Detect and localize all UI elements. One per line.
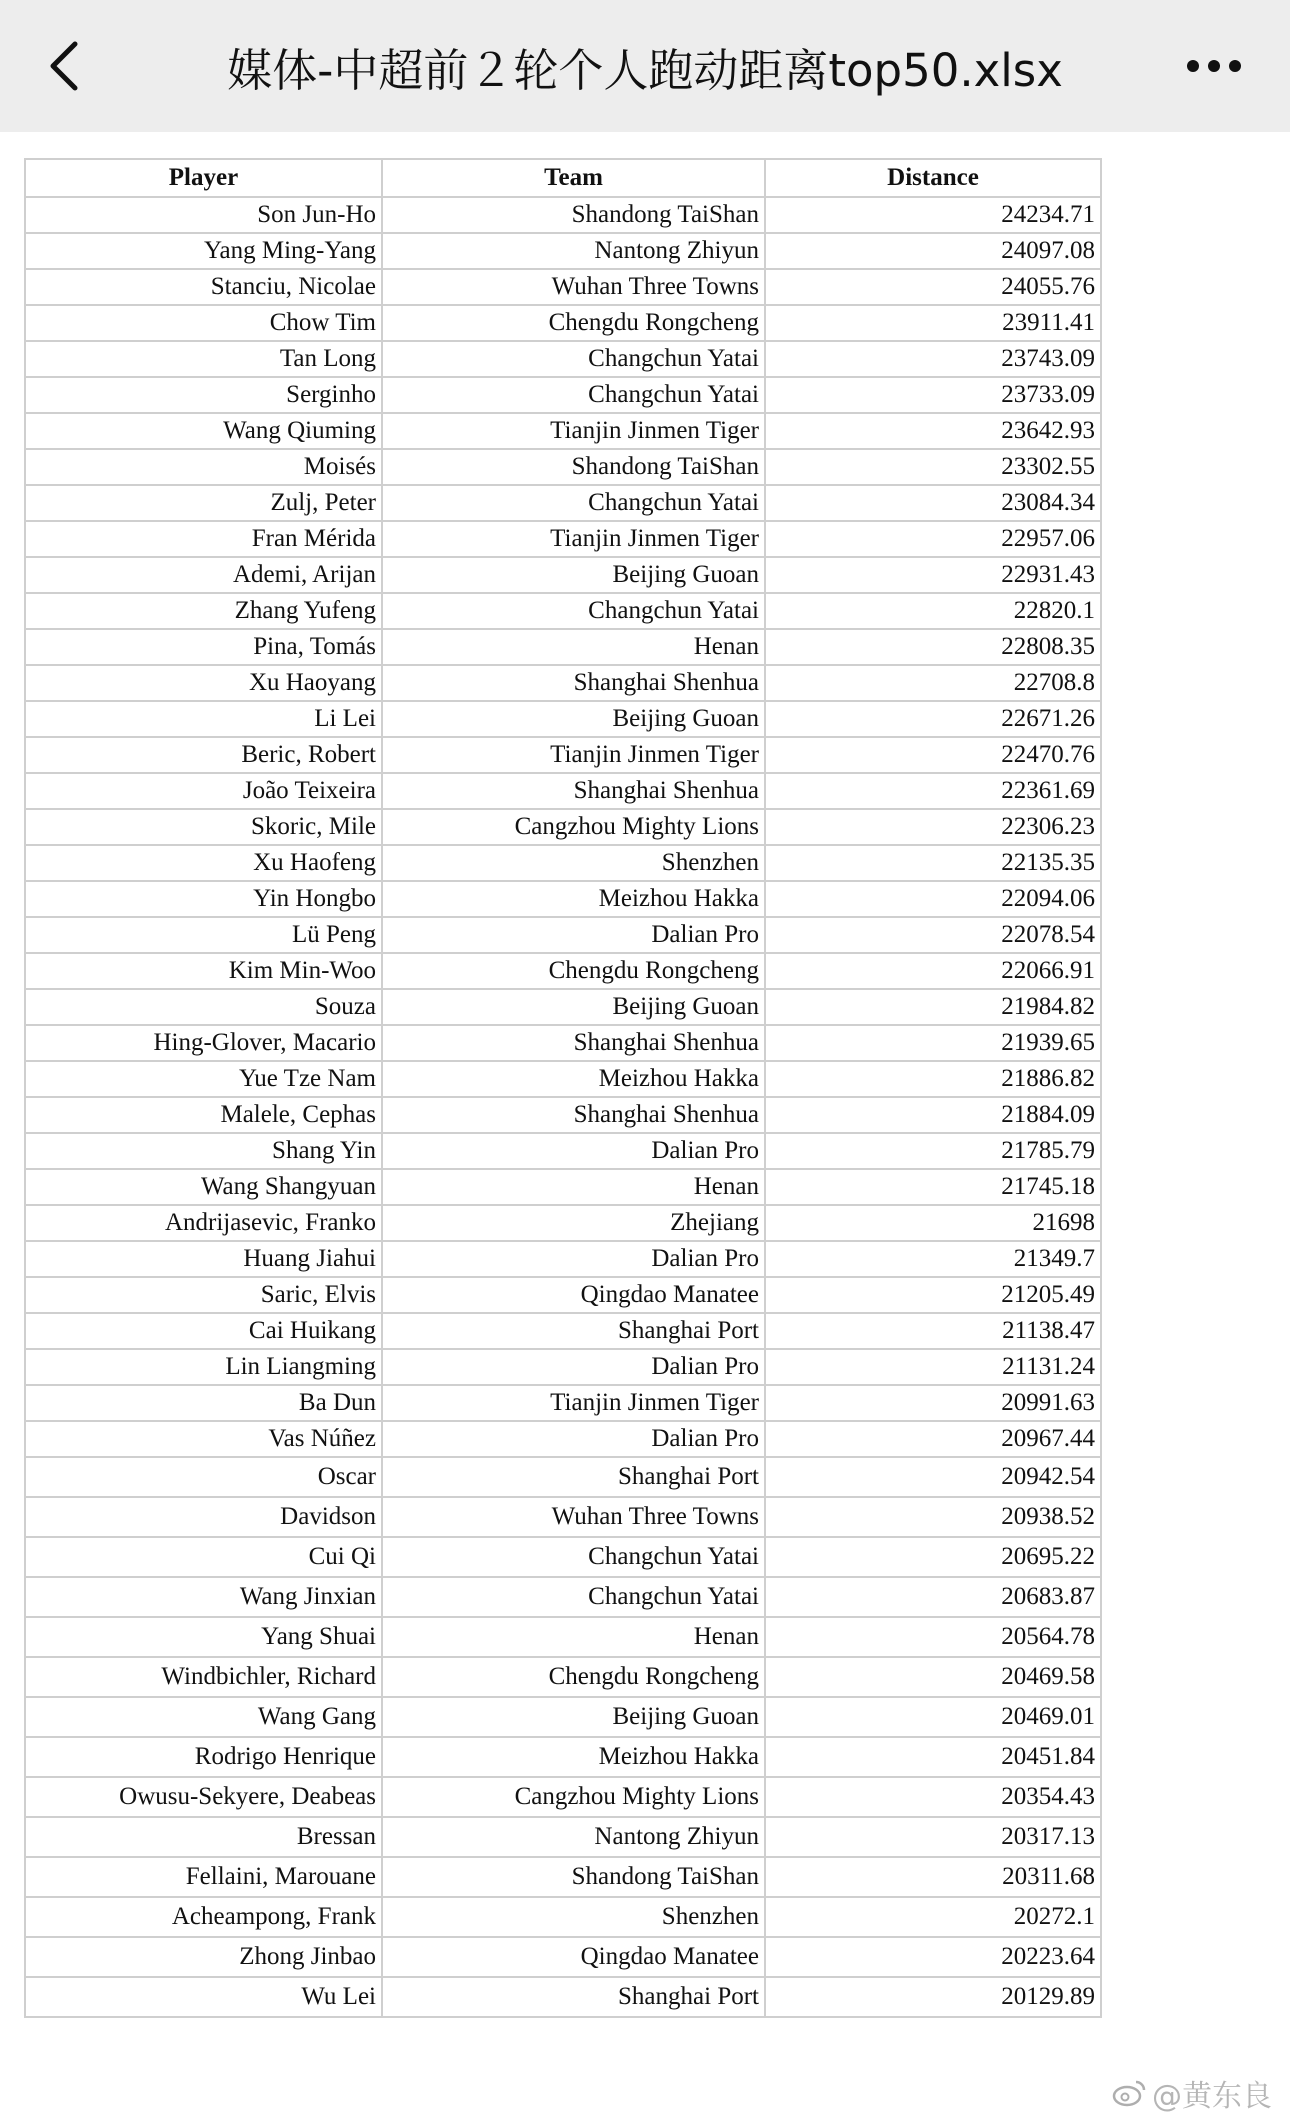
cell-team[interactable]: Shanghai Port — [382, 1977, 765, 2017]
cell-team[interactable]: Tianjin Jinmen Tiger — [382, 737, 765, 773]
cell-player[interactable]: Wu Lei — [25, 1977, 382, 2017]
table-row — [25, 881, 1101, 917]
cell-distance[interactable]: 21785.79 — [765, 1133, 1101, 1169]
table-row — [25, 1241, 1101, 1277]
cell-player[interactable]: Rodrigo Henrique — [25, 1737, 382, 1777]
cell-distance[interactable]: 20683.87 — [765, 1577, 1101, 1617]
cell-player[interactable]: Cai Huikang — [25, 1313, 382, 1349]
cell-player[interactable]: Acheampong, Frank — [25, 1897, 382, 1937]
cell-team[interactable]: Shandong TaiShan — [382, 197, 765, 233]
table-row — [25, 1061, 1101, 1097]
cell-player[interactable]: Yang Shuai — [25, 1617, 382, 1657]
cell-distance[interactable]: 21698 — [765, 1205, 1101, 1241]
table-row — [25, 341, 1101, 377]
cell-distance[interactable]: 20991.63 — [765, 1385, 1101, 1421]
column-header-team[interactable]: Team — [382, 159, 765, 197]
cell-team[interactable]: Cangzhou Mighty Lions — [382, 1777, 765, 1817]
cell-player[interactable]: Fellaini, Marouane — [25, 1857, 382, 1897]
cell-player[interactable]: Lü Peng — [25, 917, 382, 953]
table-row — [25, 233, 1101, 269]
cell-player[interactable]: Davidson — [25, 1497, 382, 1537]
cell-player[interactable]: Malele, Cephas — [25, 1097, 382, 1133]
table-row — [25, 1537, 1101, 1577]
cell-player[interactable]: Stanciu, Nicolae — [25, 269, 382, 305]
cell-team[interactable]: Changchun Yatai — [382, 1577, 765, 1617]
cell-distance[interactable]: 24055.76 — [765, 269, 1101, 305]
cell-player[interactable]: Skoric, Mile — [25, 809, 382, 845]
cell-player[interactable]: Hing-Glover, Macario — [25, 1025, 382, 1061]
cell-player[interactable]: Kim Min-Woo — [25, 953, 382, 989]
cell-team[interactable]: Dalian Pro — [382, 917, 765, 953]
cell-distance[interactable]: 22066.91 — [765, 953, 1101, 989]
table-row — [25, 1133, 1101, 1169]
cell-team[interactable]: Shanghai Port — [382, 1457, 765, 1497]
table-row — [25, 1977, 1101, 2017]
cell-player[interactable]: Oscar — [25, 1457, 382, 1497]
more-button[interactable] — [1178, 30, 1250, 102]
table-row — [25, 701, 1101, 737]
table-row — [25, 449, 1101, 485]
spreadsheet-table — [24, 158, 1102, 2018]
table-row — [25, 413, 1101, 449]
cell-distance[interactable]: 22808.35 — [765, 629, 1101, 665]
cell-distance[interactable]: 23642.93 — [765, 413, 1101, 449]
table-row — [25, 665, 1101, 701]
cell-team[interactable]: Meizhou Hakka — [382, 881, 765, 917]
table-row — [25, 773, 1101, 809]
cell-distance[interactable]: 20451.84 — [765, 1737, 1101, 1777]
cell-player[interactable]: Wang Jinxian — [25, 1577, 382, 1617]
table-row — [25, 593, 1101, 629]
cell-player[interactable]: Wang Shangyuan — [25, 1169, 382, 1205]
table-row — [25, 1169, 1101, 1205]
cell-team[interactable]: Changchun Yatai — [382, 341, 765, 377]
cell-distance[interactable]: 21984.82 — [765, 989, 1101, 1025]
chevron-left-icon — [47, 40, 81, 92]
cell-player[interactable]: Li Lei — [25, 701, 382, 737]
cell-team[interactable]: Tianjin Jinmen Tiger — [382, 1385, 765, 1421]
cell-distance[interactable]: 21886.82 — [765, 1061, 1101, 1097]
weibo-icon — [1112, 2079, 1146, 2107]
table-row — [25, 737, 1101, 773]
table-row — [25, 629, 1101, 665]
cell-distance[interactable]: 22470.76 — [765, 737, 1101, 773]
cell-team[interactable]: Changchun Yatai — [382, 485, 765, 521]
cell-team[interactable]: Zhejiang — [382, 1205, 765, 1241]
cell-team[interactable]: Shanghai Shenhua — [382, 773, 765, 809]
cell-distance[interactable]: 21131.24 — [765, 1349, 1101, 1385]
cell-team[interactable]: Shandong TaiShan — [382, 449, 765, 485]
table-row — [25, 1617, 1101, 1657]
cell-distance[interactable]: 21349.7 — [765, 1241, 1101, 1277]
cell-player[interactable]: Xu Haofeng — [25, 845, 382, 881]
cell-team[interactable]: Meizhou Hakka — [382, 1737, 765, 1777]
cell-team[interactable]: Changchun Yatai — [382, 377, 765, 413]
cell-distance[interactable]: 20695.22 — [765, 1537, 1101, 1577]
watermark-text: @黄东良 — [1152, 2079, 1272, 2114]
cell-player[interactable]: Pina, Tomás — [25, 629, 382, 665]
cell-distance[interactable]: 20129.89 — [765, 1977, 1101, 2017]
cell-team[interactable]: Beijing Guoan — [382, 1697, 765, 1737]
cell-distance[interactable]: 22094.06 — [765, 881, 1101, 917]
cell-team[interactable]: Nantong Zhiyun — [382, 1817, 765, 1857]
table-row — [25, 1657, 1101, 1697]
cell-team[interactable]: Qingdao Manatee — [382, 1277, 765, 1313]
cell-team[interactable]: Shanghai Shenhua — [382, 1097, 765, 1133]
table-row — [25, 197, 1101, 233]
column-header-distance[interactable]: Distance — [765, 159, 1101, 197]
cell-distance[interactable]: 20317.13 — [765, 1817, 1101, 1857]
cell-distance[interactable]: 20938.52 — [765, 1497, 1101, 1537]
cell-distance[interactable]: 24097.08 — [765, 233, 1101, 269]
cell-distance[interactable]: 22361.69 — [765, 773, 1101, 809]
cell-player[interactable]: Lin Liangming — [25, 1349, 382, 1385]
table-row — [25, 809, 1101, 845]
table-row — [25, 989, 1101, 1025]
cell-distance[interactable]: 23302.55 — [765, 449, 1101, 485]
cell-team[interactable]: Shanghai Shenhua — [382, 1025, 765, 1061]
table-row — [25, 485, 1101, 521]
table-row — [25, 953, 1101, 989]
cell-distance[interactable]: 20564.78 — [765, 1617, 1101, 1657]
cell-player[interactable]: Saric, Elvis — [25, 1277, 382, 1313]
table-row — [25, 305, 1101, 341]
cell-player[interactable]: João Teixeira — [25, 773, 382, 809]
table-row — [25, 1097, 1101, 1133]
cell-player[interactable]: Chow Tim — [25, 305, 382, 341]
cell-team[interactable]: Dalian Pro — [382, 1421, 765, 1457]
cell-player[interactable]: Vas Núñez — [25, 1421, 382, 1457]
cell-distance[interactable]: 22957.06 — [765, 521, 1101, 557]
cell-player[interactable]: Zulj, Peter — [25, 485, 382, 521]
watermark — [1112, 2071, 1272, 2115]
table-row — [25, 917, 1101, 953]
more-horizontal-icon — [1186, 59, 1242, 73]
cell-team[interactable]: Chengdu Rongcheng — [382, 1657, 765, 1697]
cell-player[interactable]: Andrijasevic, Franko — [25, 1205, 382, 1241]
table-row — [25, 1385, 1101, 1421]
cell-team[interactable]: Shandong TaiShan — [382, 1857, 765, 1897]
table-row — [25, 1349, 1101, 1385]
cell-team[interactable]: Beijing Guoan — [382, 557, 765, 593]
top-bar — [0, 0, 1290, 132]
table-row — [25, 1777, 1101, 1817]
cell-team[interactable]: Qingdao Manatee — [382, 1937, 765, 1977]
cell-team[interactable]: Dalian Pro — [382, 1349, 765, 1385]
cell-team[interactable]: Shanghai Port — [382, 1313, 765, 1349]
table-row — [25, 1897, 1101, 1937]
table-row — [25, 1737, 1101, 1777]
cell-player[interactable]: Windbichler, Richard — [25, 1657, 382, 1697]
cell-distance[interactable]: 20942.54 — [765, 1457, 1101, 1497]
table-row — [25, 1313, 1101, 1349]
cell-distance[interactable]: 21745.18 — [765, 1169, 1101, 1205]
cell-team[interactable]: Tianjin Jinmen Tiger — [382, 413, 765, 449]
cell-distance[interactable]: 20223.64 — [765, 1937, 1101, 1977]
table-row — [25, 1277, 1101, 1313]
cell-team[interactable]: Nantong Zhiyun — [382, 233, 765, 269]
table-row — [25, 1817, 1101, 1857]
cell-distance[interactable]: 22820.1 — [765, 593, 1101, 629]
table-row — [25, 1497, 1101, 1537]
cell-team[interactable]: Henan — [382, 1169, 765, 1205]
cell-player[interactable]: Serginho — [25, 377, 382, 413]
cell-distance[interactable]: 20469.01 — [765, 1697, 1101, 1737]
table-row — [25, 1697, 1101, 1737]
table-row — [25, 1025, 1101, 1061]
cell-player[interactable]: Cui Qi — [25, 1537, 382, 1577]
cell-distance[interactable]: 22931.43 — [765, 557, 1101, 593]
cell-team[interactable]: Shenzhen — [382, 1897, 765, 1937]
cell-distance[interactable]: 23733.09 — [765, 377, 1101, 413]
back-button[interactable] — [36, 30, 92, 102]
cell-team[interactable]: Shanghai Shenhua — [382, 665, 765, 701]
cell-distance[interactable]: 22671.26 — [765, 701, 1101, 737]
table-row — [25, 1577, 1101, 1617]
cell-distance[interactable]: 21138.47 — [765, 1313, 1101, 1349]
file-title: 媒体-中超前２轮个人跑动距离top50.xlsx — [227, 43, 1063, 97]
cell-team[interactable]: Henan — [382, 629, 765, 665]
cell-distance[interactable]: 21205.49 — [765, 1277, 1101, 1313]
cell-player[interactable]: Huang Jiahui — [25, 1241, 382, 1277]
cell-distance[interactable]: 20469.58 — [765, 1657, 1101, 1697]
cell-team[interactable]: Beijing Guoan — [382, 701, 765, 737]
cell-team[interactable]: Henan — [382, 1617, 765, 1657]
table-row — [25, 1205, 1101, 1241]
cell-distance[interactable]: 22306.23 — [765, 809, 1101, 845]
table-row — [25, 1457, 1101, 1497]
cell-player[interactable]: Souza — [25, 989, 382, 1025]
cell-player[interactable]: Ademi, Arijan — [25, 557, 382, 593]
cell-team[interactable]: Meizhou Hakka — [382, 1061, 765, 1097]
cell-team[interactable]: Wuhan Three Towns — [382, 1497, 765, 1537]
cell-team[interactable]: Changchun Yatai — [382, 593, 765, 629]
cell-distance[interactable]: 22135.35 — [765, 845, 1101, 881]
cell-team[interactable]: Dalian Pro — [382, 1241, 765, 1277]
cell-player[interactable]: Bressan — [25, 1817, 382, 1857]
cell-distance[interactable]: 23743.09 — [765, 341, 1101, 377]
table-row — [25, 521, 1101, 557]
cell-distance[interactable]: 20311.68 — [765, 1857, 1101, 1897]
cell-team[interactable]: Wuhan Three Towns — [382, 269, 765, 305]
table-row — [25, 269, 1101, 305]
cell-player[interactable]: Xu Haoyang — [25, 665, 382, 701]
cell-player[interactable]: Son Jun-Ho — [25, 197, 382, 233]
cell-distance[interactable]: 22708.8 — [765, 665, 1101, 701]
header-row — [25, 159, 1101, 197]
cell-player[interactable]: Zhang Yufeng — [25, 593, 382, 629]
cell-player[interactable]: Fran Mérida — [25, 521, 382, 557]
cell-distance[interactable]: 20272.1 — [765, 1897, 1101, 1937]
cell-distance[interactable]: 20354.43 — [765, 1777, 1101, 1817]
table-row — [25, 1421, 1101, 1457]
cell-player[interactable]: Wang Qiuming — [25, 413, 382, 449]
cell-team[interactable]: Cangzhou Mighty Lions — [382, 809, 765, 845]
cell-player[interactable]: Yang Ming-Yang — [25, 233, 382, 269]
cell-team[interactable]: Shenzhen — [382, 845, 765, 881]
cell-player[interactable]: Wang Gang — [25, 1697, 382, 1737]
cell-player[interactable]: Moisés — [25, 449, 382, 485]
cell-player[interactable]: Owusu-Sekyere, Deabeas — [25, 1777, 382, 1817]
cell-player[interactable]: Ba Dun — [25, 1385, 382, 1421]
cell-distance[interactable]: 23084.34 — [765, 485, 1101, 521]
cell-distance[interactable]: 20967.44 — [765, 1421, 1101, 1457]
cell-team[interactable]: Dalian Pro — [382, 1133, 765, 1169]
cell-player[interactable]: Tan Long — [25, 341, 382, 377]
cell-player[interactable]: Shang Yin — [25, 1133, 382, 1169]
table-row — [25, 1857, 1101, 1897]
cell-team[interactable]: Beijing Guoan — [382, 989, 765, 1025]
cell-distance[interactable]: 24234.71 — [765, 197, 1101, 233]
cell-player[interactable]: Beric, Robert — [25, 737, 382, 773]
table-row — [25, 845, 1101, 881]
cell-player[interactable]: Yue Tze Nam — [25, 1061, 382, 1097]
cell-player[interactable]: Zhong Jinbao — [25, 1937, 382, 1977]
cell-distance[interactable]: 21939.65 — [765, 1025, 1101, 1061]
table-row — [25, 1937, 1101, 1977]
cell-distance[interactable]: 22078.54 — [765, 917, 1101, 953]
table-row — [25, 377, 1101, 413]
cell-distance[interactable]: 23911.41 — [765, 305, 1101, 341]
cell-team[interactable]: Chengdu Rongcheng — [382, 305, 765, 341]
cell-team[interactable]: Tianjin Jinmen Tiger — [382, 521, 765, 557]
column-header-player[interactable]: Player — [25, 159, 382, 197]
table-row — [25, 557, 1101, 593]
cell-distance[interactable]: 21884.09 — [765, 1097, 1101, 1133]
cell-player[interactable]: Yin Hongbo — [25, 881, 382, 917]
cell-team[interactable]: Changchun Yatai — [382, 1537, 765, 1577]
cell-team[interactable]: Chengdu Rongcheng — [382, 953, 765, 989]
